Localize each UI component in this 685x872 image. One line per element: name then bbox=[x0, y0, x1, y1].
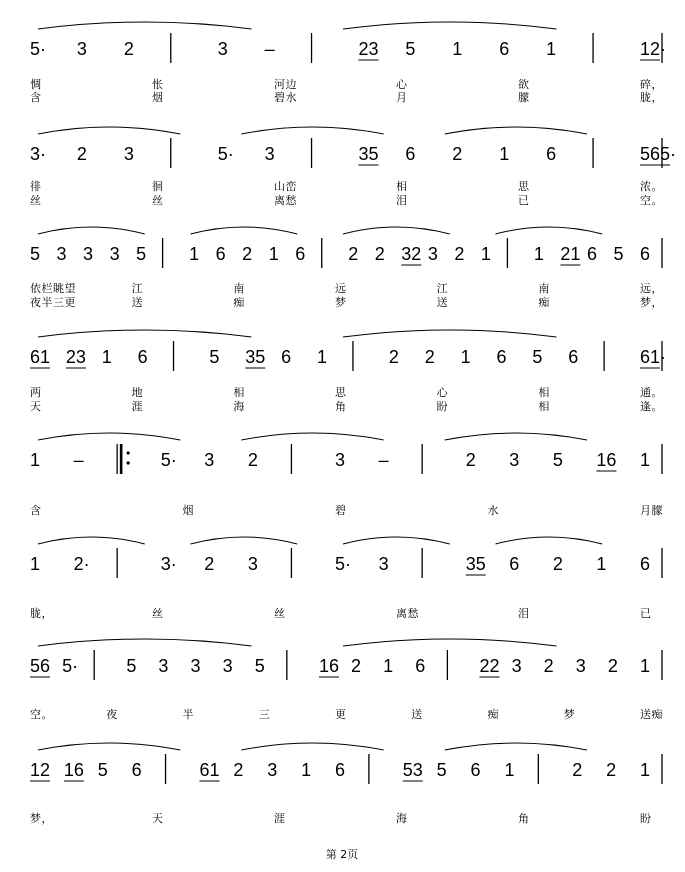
slur bbox=[38, 537, 145, 544]
lyric-syllable: 怅 bbox=[152, 78, 164, 91]
lyric-syllable: 月 bbox=[396, 91, 408, 104]
lyrics-layer bbox=[30, 77, 663, 825]
lyric-syllable: 碧水 bbox=[274, 91, 297, 104]
note-token: 2 bbox=[233, 760, 244, 780]
note-token: 5· bbox=[217, 144, 234, 164]
note-token: 6 bbox=[546, 144, 557, 164]
lyric-syllable: 涯 bbox=[274, 812, 286, 825]
lyric-syllable: 浓。 bbox=[640, 180, 663, 193]
lyric-syllable: 通。 bbox=[640, 386, 663, 399]
note-token: 5· bbox=[160, 450, 177, 470]
note-token: 2 bbox=[552, 554, 563, 574]
slur bbox=[343, 227, 450, 234]
note-token: 6 bbox=[640, 244, 651, 264]
note-token: 3 bbox=[204, 450, 215, 470]
lyric-syllable: 远， bbox=[640, 282, 663, 295]
lyric-syllable: 空。 bbox=[30, 708, 53, 721]
note-token: 3 bbox=[83, 244, 94, 264]
note-token: 3 bbox=[190, 656, 201, 676]
note-token: 16 bbox=[318, 656, 339, 676]
note-token: 2 bbox=[204, 554, 215, 574]
lyric-syllable: 盼 bbox=[640, 812, 652, 825]
lyric-syllable: 夜半三更 bbox=[30, 296, 76, 309]
note-token: 1 bbox=[460, 347, 471, 367]
note-token: 2 bbox=[348, 244, 359, 264]
note-token: 1 bbox=[504, 760, 515, 780]
note-token: 1 bbox=[480, 244, 491, 264]
note-token: 1 bbox=[383, 656, 394, 676]
note-token: 61 bbox=[199, 760, 220, 780]
note-token: – bbox=[264, 39, 275, 59]
note-token: 6 bbox=[405, 144, 416, 164]
lyric-syllable: 思 bbox=[518, 180, 530, 193]
slur bbox=[38, 127, 180, 134]
slur bbox=[445, 743, 587, 750]
lyric-syllable: 相 bbox=[538, 400, 550, 413]
lyric-syllable: 空。 bbox=[640, 194, 663, 207]
note-token: 1 bbox=[189, 244, 200, 264]
note-token: 3 bbox=[247, 554, 258, 574]
lyric-syllable: 梦 bbox=[335, 296, 347, 309]
lyric-syllable: 心 bbox=[396, 78, 408, 91]
lyric-syllable: 涯 bbox=[131, 400, 144, 413]
lyric-syllable: 三 bbox=[258, 708, 271, 721]
slur bbox=[38, 743, 180, 750]
slur bbox=[496, 537, 603, 544]
note-token: 5 bbox=[436, 760, 447, 780]
slur bbox=[496, 227, 603, 234]
note-token: 6 bbox=[470, 760, 481, 780]
note-token: 3 bbox=[56, 244, 67, 264]
slur bbox=[445, 127, 587, 134]
slur bbox=[343, 330, 557, 337]
lyric-syllable: 徊 bbox=[152, 180, 164, 193]
note-token: 16 bbox=[596, 450, 617, 470]
note-token: – bbox=[378, 450, 389, 470]
slur bbox=[343, 639, 557, 646]
note-token: 2· bbox=[73, 554, 90, 574]
note-token: 5 bbox=[405, 39, 416, 59]
lyric-syllable: 丝 bbox=[30, 194, 42, 207]
lyric-syllable: 碧 bbox=[335, 504, 347, 517]
note-token: 2 bbox=[607, 656, 618, 676]
note-token: 6 bbox=[415, 656, 426, 676]
note-token: 5 bbox=[126, 656, 137, 676]
note-token: 6 bbox=[335, 760, 346, 780]
note-token: 2 bbox=[388, 347, 399, 367]
note-token: 3 bbox=[76, 39, 87, 59]
lyric-syllable: 心 bbox=[436, 386, 449, 399]
note-token: 2 bbox=[374, 244, 385, 264]
lyric-syllable: 南 bbox=[538, 282, 550, 295]
note-token: 5 bbox=[552, 450, 563, 470]
lyric-syllable: 痴 bbox=[233, 296, 245, 309]
note-token: 1 bbox=[268, 244, 279, 264]
note-token: 3 bbox=[575, 656, 586, 676]
slur bbox=[241, 127, 383, 134]
lyric-syllable: 半 bbox=[182, 708, 194, 721]
lyric-syllable: 相 bbox=[538, 386, 550, 399]
note-token: 1 bbox=[30, 450, 41, 470]
lyric-syllable: 烟 bbox=[182, 504, 194, 517]
note-token: 1 bbox=[596, 554, 607, 574]
note-token: 3 bbox=[427, 244, 438, 264]
note-token: 5 bbox=[613, 244, 624, 264]
lyric-syllable: 丝 bbox=[152, 607, 164, 620]
note-token: 2 bbox=[76, 144, 87, 164]
note-token: 6 bbox=[281, 347, 292, 367]
slur bbox=[343, 537, 450, 544]
note-token: 3 bbox=[123, 144, 134, 164]
lyric-syllable: 离愁 bbox=[396, 607, 419, 620]
lyric-syllable: 胧， bbox=[640, 91, 663, 104]
slur bbox=[38, 227, 145, 234]
note-token: 6 bbox=[568, 347, 579, 367]
note-token: 3· bbox=[30, 144, 47, 164]
lyric-syllable: 离愁 bbox=[274, 194, 297, 207]
note-token: 2 bbox=[606, 760, 617, 780]
note-token: 1 bbox=[640, 760, 651, 780]
note-token: 53 bbox=[402, 760, 423, 780]
lyric-syllable: 丝 bbox=[152, 194, 164, 207]
lyric-syllable: 梦， bbox=[30, 812, 53, 825]
lyric-syllable: 欲 bbox=[518, 78, 530, 91]
note-token: 5 bbox=[136, 244, 147, 264]
note-token: 2 bbox=[465, 450, 476, 470]
lyric-syllable: 地 bbox=[131, 386, 144, 399]
lyric-syllable: 含 bbox=[30, 91, 42, 104]
lyric-syllable: 泪 bbox=[396, 194, 408, 207]
note-token: 3 bbox=[217, 39, 228, 59]
note-token: 2 bbox=[247, 450, 258, 470]
note-token: 1 bbox=[640, 450, 651, 470]
note-token: 61· bbox=[640, 347, 667, 367]
note-token: 1 bbox=[499, 144, 510, 164]
lyric-syllable: 夜 bbox=[106, 708, 118, 721]
note-token: 21 bbox=[560, 244, 581, 264]
note-token: 2 bbox=[242, 244, 253, 264]
note-token: 12· bbox=[640, 39, 667, 59]
note-token: – bbox=[73, 450, 84, 470]
lyric-syllable: 水 bbox=[487, 504, 499, 517]
note-token: 6 bbox=[509, 554, 520, 574]
lyric-syllable: 月朦 bbox=[640, 504, 663, 517]
lyric-syllable: 江 bbox=[436, 282, 449, 295]
note-token: 2 bbox=[351, 656, 362, 676]
note-token: 16 bbox=[63, 760, 84, 780]
lyric-syllable: 惆 bbox=[30, 78, 42, 91]
lyric-syllable: 海 bbox=[396, 812, 408, 825]
note-token: 2 bbox=[543, 656, 554, 676]
slur bbox=[38, 330, 252, 337]
slur bbox=[445, 433, 587, 440]
note-token: 32 bbox=[401, 244, 422, 264]
lyric-syllable: 海 bbox=[233, 400, 245, 413]
slur bbox=[38, 639, 252, 646]
note-token: 3 bbox=[222, 656, 233, 676]
note-token: 6 bbox=[295, 244, 306, 264]
lyric-syllable: 河边 bbox=[274, 78, 297, 91]
lyric-syllable: 两 bbox=[30, 386, 42, 399]
lyric-syllable: 痴 bbox=[538, 296, 550, 309]
lyric-syllable: 送 bbox=[411, 708, 423, 721]
lyric-syllable: 送 bbox=[436, 296, 449, 309]
note-token: 3 bbox=[264, 144, 275, 164]
lyric-syllable: 送痴 bbox=[640, 708, 663, 721]
lyric-syllable: 徘 bbox=[30, 180, 42, 193]
notation-layer bbox=[30, 39, 676, 780]
note-token: 22 bbox=[479, 656, 500, 676]
lyric-syllable: 远 bbox=[335, 282, 347, 295]
note-token: 1 bbox=[30, 554, 41, 574]
note-token: 1 bbox=[640, 656, 651, 676]
note-token: 23 bbox=[358, 39, 379, 59]
lyric-syllable: 相 bbox=[396, 180, 408, 193]
note-token: 2 bbox=[572, 760, 583, 780]
lyric-syllable: 盼 bbox=[436, 400, 449, 413]
lyric-syllable: 朦 bbox=[518, 91, 530, 104]
lyric-syllable: 送 bbox=[131, 296, 144, 309]
note-token: 6 bbox=[215, 244, 226, 264]
note-token: 6 bbox=[586, 244, 597, 264]
lyric-syllable: 角 bbox=[518, 812, 530, 825]
note-token: 5 bbox=[532, 347, 543, 367]
lyric-syllable: 思 bbox=[335, 386, 347, 399]
note-token: 5· bbox=[335, 554, 352, 574]
note-token: 3 bbox=[109, 244, 120, 264]
note-token: 3 bbox=[378, 554, 389, 574]
slur bbox=[343, 22, 557, 29]
lyric-syllable: 含 bbox=[30, 504, 42, 517]
lyric-syllable: 江 bbox=[131, 282, 144, 295]
note-token: 1 bbox=[452, 39, 463, 59]
lyric-syllable: 梦， bbox=[640, 296, 663, 309]
slur bbox=[241, 433, 383, 440]
note-token: 5· bbox=[62, 656, 79, 676]
note-token: 5 bbox=[254, 656, 265, 676]
note-token: 3 bbox=[509, 450, 520, 470]
note-token: 3 bbox=[267, 760, 278, 780]
note-token: 6 bbox=[499, 39, 510, 59]
slur bbox=[38, 22, 252, 29]
note-token: 1 bbox=[546, 39, 557, 59]
note-token: 6 bbox=[496, 347, 507, 367]
note-token: 3 bbox=[511, 656, 522, 676]
note-token: 35 bbox=[245, 347, 266, 367]
note-token: 6 bbox=[131, 760, 142, 780]
note-token: 6 bbox=[640, 554, 651, 574]
note-token: 2 bbox=[123, 39, 134, 59]
slur bbox=[191, 227, 298, 234]
note-token: 2 bbox=[424, 347, 435, 367]
note-token: 3 bbox=[335, 450, 346, 470]
slur bbox=[191, 537, 298, 544]
lyric-syllable: 天 bbox=[30, 400, 42, 413]
lyric-syllable: 已 bbox=[518, 194, 530, 207]
note-token: 1 bbox=[317, 347, 328, 367]
note-token: 2 bbox=[452, 144, 463, 164]
note-token: 35 bbox=[465, 554, 486, 574]
repeat-dot bbox=[127, 461, 130, 464]
lyric-syllable: 南 bbox=[233, 282, 245, 295]
note-token: 5 bbox=[97, 760, 108, 780]
note-token: 5 bbox=[30, 244, 41, 264]
lyric-syllable: 相 bbox=[233, 386, 245, 399]
note-token: 61 bbox=[30, 347, 51, 367]
page-number: 第 2页 bbox=[325, 848, 359, 861]
lyric-syllable: 丝 bbox=[274, 607, 286, 620]
note-token: 1 bbox=[301, 760, 312, 780]
lyric-syllable: 梦 bbox=[563, 708, 576, 721]
note-token: 5· bbox=[30, 39, 47, 59]
note-token: 6 bbox=[137, 347, 148, 367]
lyric-syllable: 已 bbox=[640, 607, 652, 620]
lyric-syllable: 碎， bbox=[640, 78, 663, 91]
slur bbox=[241, 743, 383, 750]
note-token: 3 bbox=[158, 656, 169, 676]
lyric-syllable: 泪 bbox=[518, 607, 530, 620]
note-token: 565· bbox=[640, 144, 677, 164]
note-token: 12 bbox=[30, 760, 51, 780]
lyric-syllable: 天 bbox=[152, 812, 164, 825]
lyric-syllable: 胧， bbox=[30, 607, 53, 620]
lyric-syllable: 痴 bbox=[487, 708, 499, 721]
note-token: 5 bbox=[209, 347, 220, 367]
note-token: 35 bbox=[358, 144, 379, 164]
lyric-syllable: 更 bbox=[335, 708, 347, 721]
slur bbox=[38, 433, 180, 440]
repeat-dot bbox=[127, 451, 130, 454]
note-token: 23 bbox=[65, 347, 86, 367]
note-token: 3· bbox=[160, 554, 177, 574]
lyric-syllable: 烟 bbox=[152, 91, 164, 104]
lyric-syllable: 依栏眺望 bbox=[30, 282, 76, 295]
note-token: 1 bbox=[101, 347, 112, 367]
lyric-syllable: 逢。 bbox=[640, 400, 663, 413]
note-token: 2 bbox=[454, 244, 465, 264]
lyric-syllable: 角 bbox=[335, 400, 347, 413]
note-token: 1 bbox=[533, 244, 544, 264]
note-token: 56 bbox=[30, 656, 51, 676]
lyric-syllable: 山峦 bbox=[274, 180, 297, 193]
